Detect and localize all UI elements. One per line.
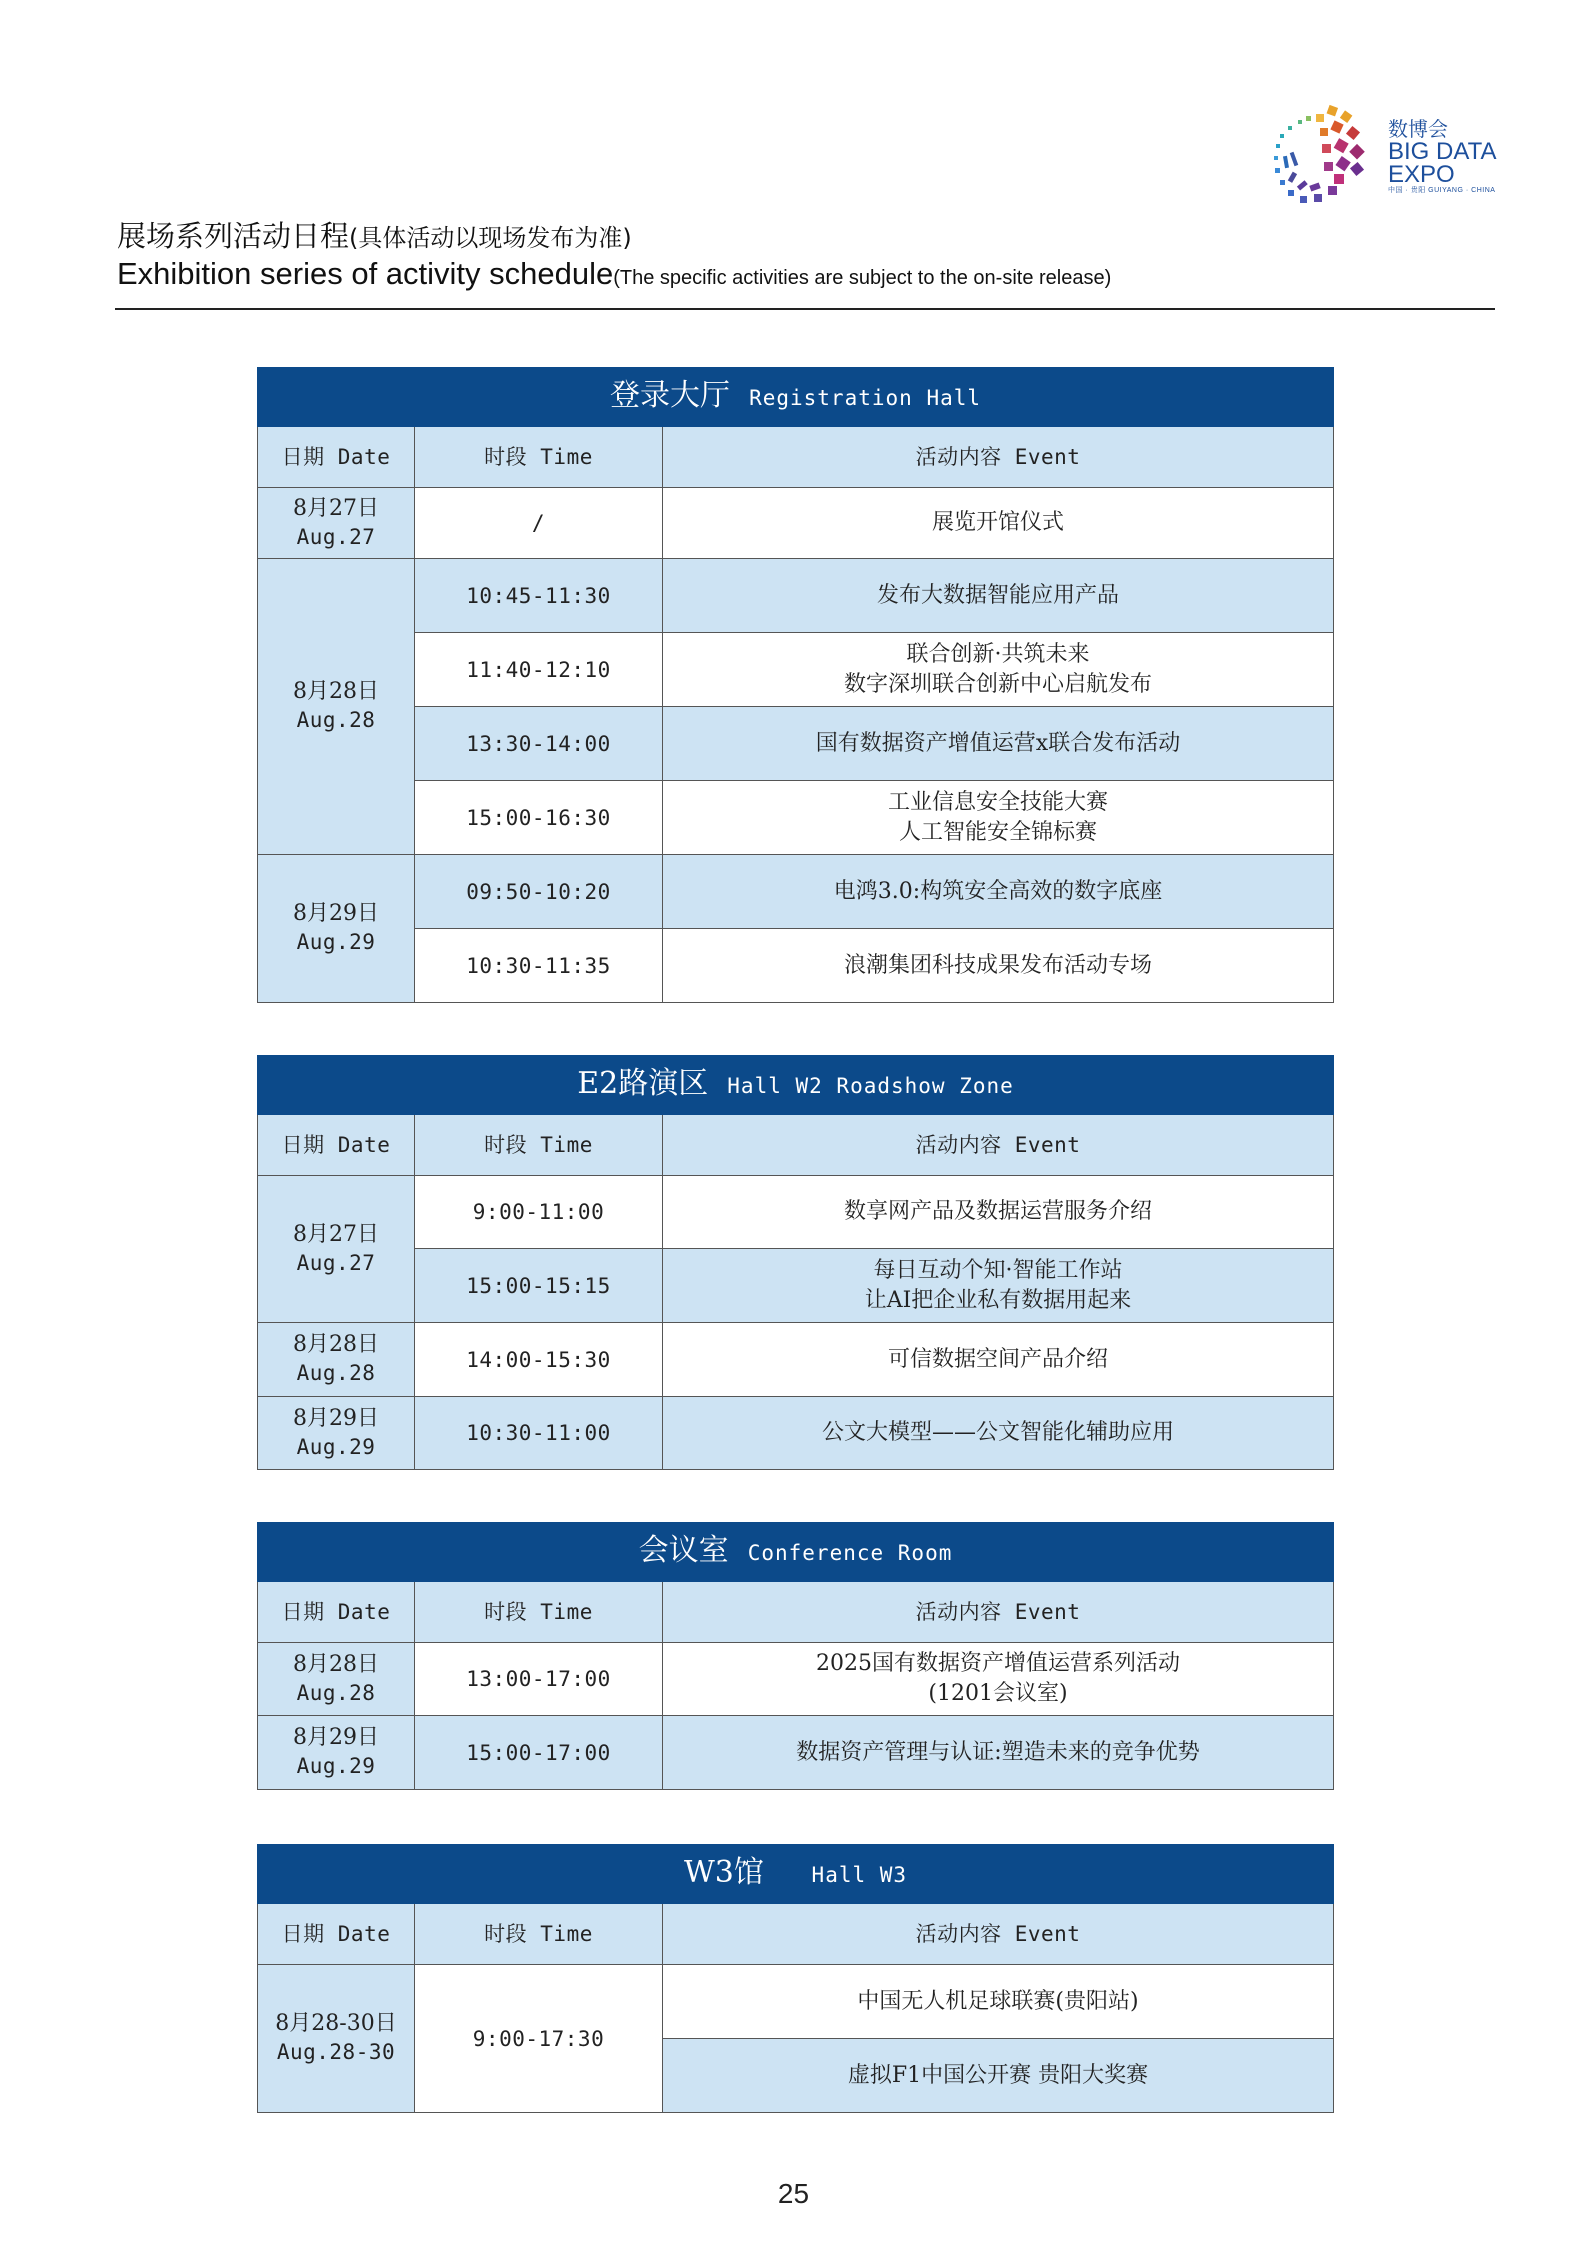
date-zh: 8月29日 — [293, 901, 379, 926]
event-cell: 虚拟F1中国公开赛 贵阳大奖赛 — [663, 2039, 1334, 2113]
event-cell — [663, 781, 1334, 855]
time-cell: 15:00-16:30 — [415, 781, 663, 855]
time-cell: 9:00-17:30 — [415, 1965, 663, 2113]
event-line: (1201会议室) — [928, 1681, 1068, 1706]
date-en: Aug.28-30 — [276, 2040, 396, 2064]
logo-subline: 中国 · 贵阳 GUIYANG · CHINA — [1388, 187, 1496, 194]
date-zh: 8月28日 — [293, 1332, 379, 1357]
event-cell: 数据资产管理与认证:塑造未来的竞争优势 — [663, 1716, 1334, 1790]
time-cell: 14:00-15:30 — [415, 1323, 663, 1397]
date-cell — [258, 559, 415, 855]
table-row — [258, 1323, 1334, 1397]
table-row — [258, 781, 1334, 855]
column-header-event: 活动内容 Event — [663, 1115, 1334, 1176]
date-cell — [258, 855, 415, 1003]
table-row — [258, 488, 1334, 559]
column-header-event: 活动内容 Event — [663, 427, 1334, 488]
title-zh-note: (具体活动以现场发布为准) — [349, 224, 632, 252]
logo-wordmark — [1388, 118, 1496, 196]
table-title-zh: E2路演区 — [577, 1066, 709, 1101]
date-zh: 8月29日 — [293, 1725, 379, 1750]
time-cell: 10:45-11:30 — [415, 559, 663, 633]
table-title — [258, 1523, 1334, 1582]
event-line: 让AI把企业私有数据用起来 — [864, 1287, 1132, 1313]
table-title-row — [258, 1523, 1334, 1582]
big-data-expo-logo — [1270, 100, 1500, 210]
time-cell: 15:00-17:00 — [415, 1716, 663, 1790]
column-header-date: 日期 Date — [258, 1904, 415, 1965]
table-row — [258, 1965, 1334, 2039]
title-zh-text: 展场系列活动日程 — [117, 219, 350, 253]
table-row — [258, 855, 1334, 929]
logo-line-1: BIG DATA — [1388, 138, 1497, 165]
page-title-zh — [117, 214, 632, 255]
column-header-row — [258, 1115, 1334, 1176]
column-header-time: 时段 Time — [415, 1582, 663, 1643]
column-header-date: 日期 Date — [258, 427, 415, 488]
table-title — [258, 368, 1334, 427]
event-cell: 展览开馆仪式 — [663, 488, 1334, 559]
event-line: 人工智能安全锦标赛 — [899, 819, 1098, 845]
page-number: 25 — [777, 2178, 810, 2209]
date-cell — [258, 1397, 415, 1470]
logo-name-zh: 数博会 — [1388, 117, 1448, 141]
date-zh: 8月28日 — [293, 1651, 379, 1677]
table-title-row — [258, 368, 1334, 427]
page-title-en — [117, 256, 1111, 292]
table-row — [258, 1397, 1334, 1470]
time-cell: 11:40-12:10 — [415, 633, 663, 707]
event-line: 每日互动个知·智能工作站 — [873, 1257, 1123, 1283]
table-title — [258, 1845, 1334, 1904]
event-line: 数字深圳联合创新中心启航发布 — [844, 671, 1153, 697]
time-cell: 15:00-15:15 — [415, 1249, 663, 1323]
table-row — [258, 1716, 1334, 1790]
event-cell: 数享网产品及数据运营服务介绍 — [663, 1176, 1334, 1249]
table-row — [258, 633, 1334, 707]
schedule-table-conference-room — [257, 1522, 1334, 1790]
event-cell: 中国无人机足球联赛(贵阳站) — [663, 1965, 1334, 2039]
event-line: 工业信息安全技能大赛 — [888, 789, 1109, 815]
date-cell — [258, 1643, 415, 1716]
table-row — [258, 559, 1334, 633]
event-line: 2025国有数据资产增值运营系列活动 — [816, 1651, 1180, 1676]
date-cell — [258, 1716, 415, 1790]
column-header-row — [258, 427, 1334, 488]
table-title-en: Registration Hall — [749, 386, 982, 410]
event-cell: 公文大模型——公文智能化辅助应用 — [663, 1397, 1334, 1470]
date-en: Aug.28 — [296, 708, 376, 732]
table-title-row — [258, 1056, 1334, 1115]
time-cell: 9:00-11:00 — [415, 1176, 663, 1249]
logo-line-2: EXPO — [1388, 161, 1455, 188]
column-header-event: 活动内容 Event — [663, 1582, 1334, 1643]
header-divider — [115, 308, 1495, 310]
date-zh: 8月28-30日 — [275, 2011, 397, 2036]
column-header-time: 时段 Time — [415, 1115, 663, 1176]
date-en: Aug.29 — [296, 930, 376, 954]
event-line: 联合创新·共筑未来 — [906, 641, 1090, 667]
table-row — [258, 707, 1334, 781]
column-header-row — [258, 1904, 1334, 1965]
event-cell: 国有数据资产增值运营x联合发布活动 — [663, 707, 1334, 781]
date-en: Aug.27 — [296, 1250, 376, 1275]
date-cell — [258, 488, 415, 559]
date-en: Aug.29 — [296, 1434, 376, 1459]
table-title — [258, 1056, 1334, 1115]
column-header-row — [258, 1582, 1334, 1643]
time-cell: 13:00-17:00 — [415, 1643, 663, 1716]
column-header-time: 时段 Time — [415, 1904, 663, 1965]
date-zh: 8月29日 — [293, 1405, 379, 1431]
time-cell: 10:30-11:00 — [415, 1397, 663, 1470]
event-cell — [663, 1249, 1334, 1323]
date-zh: 8月27日 — [293, 1221, 379, 1247]
schedule-table-registration-hall — [257, 367, 1334, 1003]
time-cell: 09:50-10:20 — [415, 855, 663, 929]
table-title-en: Conference Room — [747, 1541, 953, 1565]
time-cell: 10:30-11:35 — [415, 929, 663, 1003]
title-en-text: Exhibition series of activity schedule — [117, 256, 614, 291]
column-header-date: 日期 Date — [258, 1115, 415, 1176]
column-header-time: 时段 Time — [415, 427, 663, 488]
table-row — [258, 1249, 1334, 1323]
time-cell: / — [415, 488, 663, 559]
date-cell — [258, 1176, 415, 1323]
date-en: Aug.27 — [296, 524, 376, 549]
table-row — [258, 1176, 1334, 1249]
date-zh: 8月27日 — [293, 495, 379, 521]
table-title-zh: 会议室 — [638, 1533, 729, 1568]
column-header-date: 日期 Date — [258, 1582, 415, 1643]
event-cell: 电鸿3.0:构筑安全高效的数字底座 — [663, 855, 1334, 929]
time-cell: 13:30-14:00 — [415, 707, 663, 781]
table-title-zh: 登录大厅 — [610, 378, 730, 413]
table-title-en: Hall W2 Roadshow Zone — [727, 1074, 1014, 1098]
event-cell — [663, 1643, 1334, 1716]
date-en: Aug.28 — [296, 1680, 376, 1705]
table-row — [258, 929, 1334, 1003]
expo-emblem-icon — [1270, 100, 1380, 210]
event-cell — [663, 633, 1334, 707]
schedule-table-hall-w3 — [257, 1844, 1334, 2113]
table-title-zh: W3馆 — [683, 1855, 764, 1890]
date-cell — [258, 1323, 415, 1397]
event-cell: 浪潮集团科技成果发布活动专场 — [663, 929, 1334, 1003]
date-cell — [258, 1965, 415, 2113]
date-en: Aug.29 — [296, 1754, 376, 1778]
date-en: Aug.28 — [296, 1361, 376, 1385]
date-zh: 8月28日 — [293, 679, 379, 704]
column-header-event: 活动内容 Event — [663, 1904, 1334, 1965]
table-row — [258, 1643, 1334, 1716]
table-title-row — [258, 1845, 1334, 1904]
title-en-note: (The specific activities are subject to the on-site release) — [613, 267, 1112, 289]
event-cell: 可信数据空间产品介绍 — [663, 1323, 1334, 1397]
schedule-table-roadshow-zone — [257, 1055, 1334, 1470]
event-cell: 发布大数据智能应用产品 — [663, 559, 1334, 633]
table-title-en: Hall W3 — [811, 1863, 908, 1887]
